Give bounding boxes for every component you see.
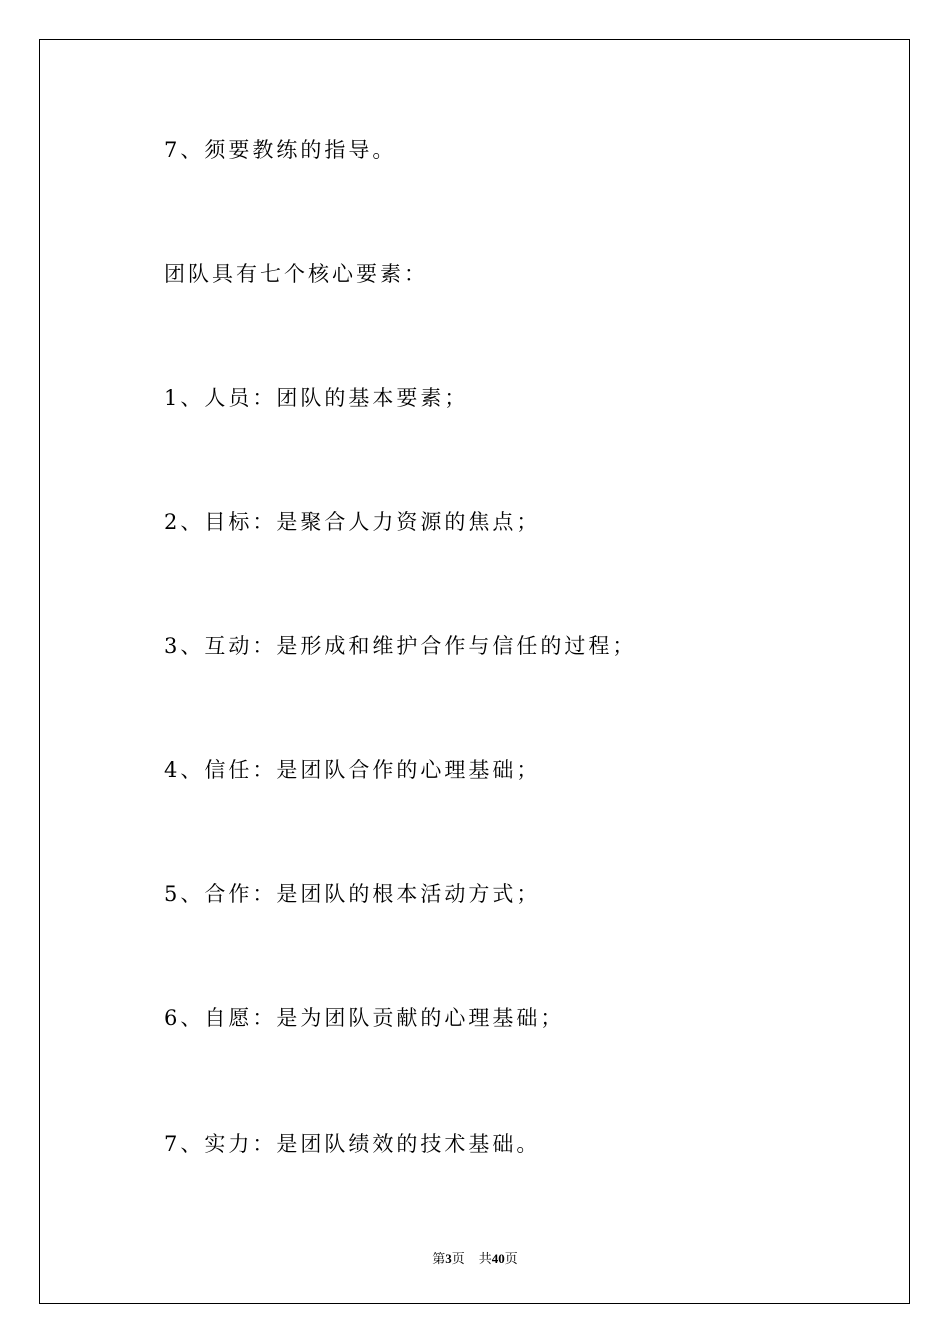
text-line-6: 4、信任：是团队合作的心理基础； [164, 758, 541, 782]
text-line-1: 7、须要教练的指导。 [164, 138, 397, 162]
text-line-7: 5、合作：是团队的根本活动方式； [164, 882, 541, 906]
text-line-8: 6、自愿：是为团队贡献的心理基础； [164, 1006, 565, 1030]
footer-page-suffix: 页 [451, 1251, 465, 1266]
footer-total-pages: 40 [491, 1251, 505, 1266]
text-line-3: 1、人员：团队的基本要素； [164, 386, 469, 410]
footer-total-suffix: 页 [504, 1251, 518, 1266]
text-line-4: 2、目标：是聚合人力资源的焦点； [164, 510, 541, 534]
text-line-9: 7、实力：是团队绩效的技术基础。 [164, 1132, 541, 1156]
page-frame [39, 39, 910, 1304]
footer-page-number: 3 [445, 1251, 452, 1266]
page-footer [0, 1248, 950, 1267]
footer-page-prefix: 第 [432, 1251, 446, 1266]
footer-total-prefix: 共 [478, 1251, 492, 1266]
text-line-2: 团队具有七个核心要素： [164, 262, 428, 286]
text-line-5: 3、互动：是形成和维护合作与信任的过程； [164, 634, 637, 658]
